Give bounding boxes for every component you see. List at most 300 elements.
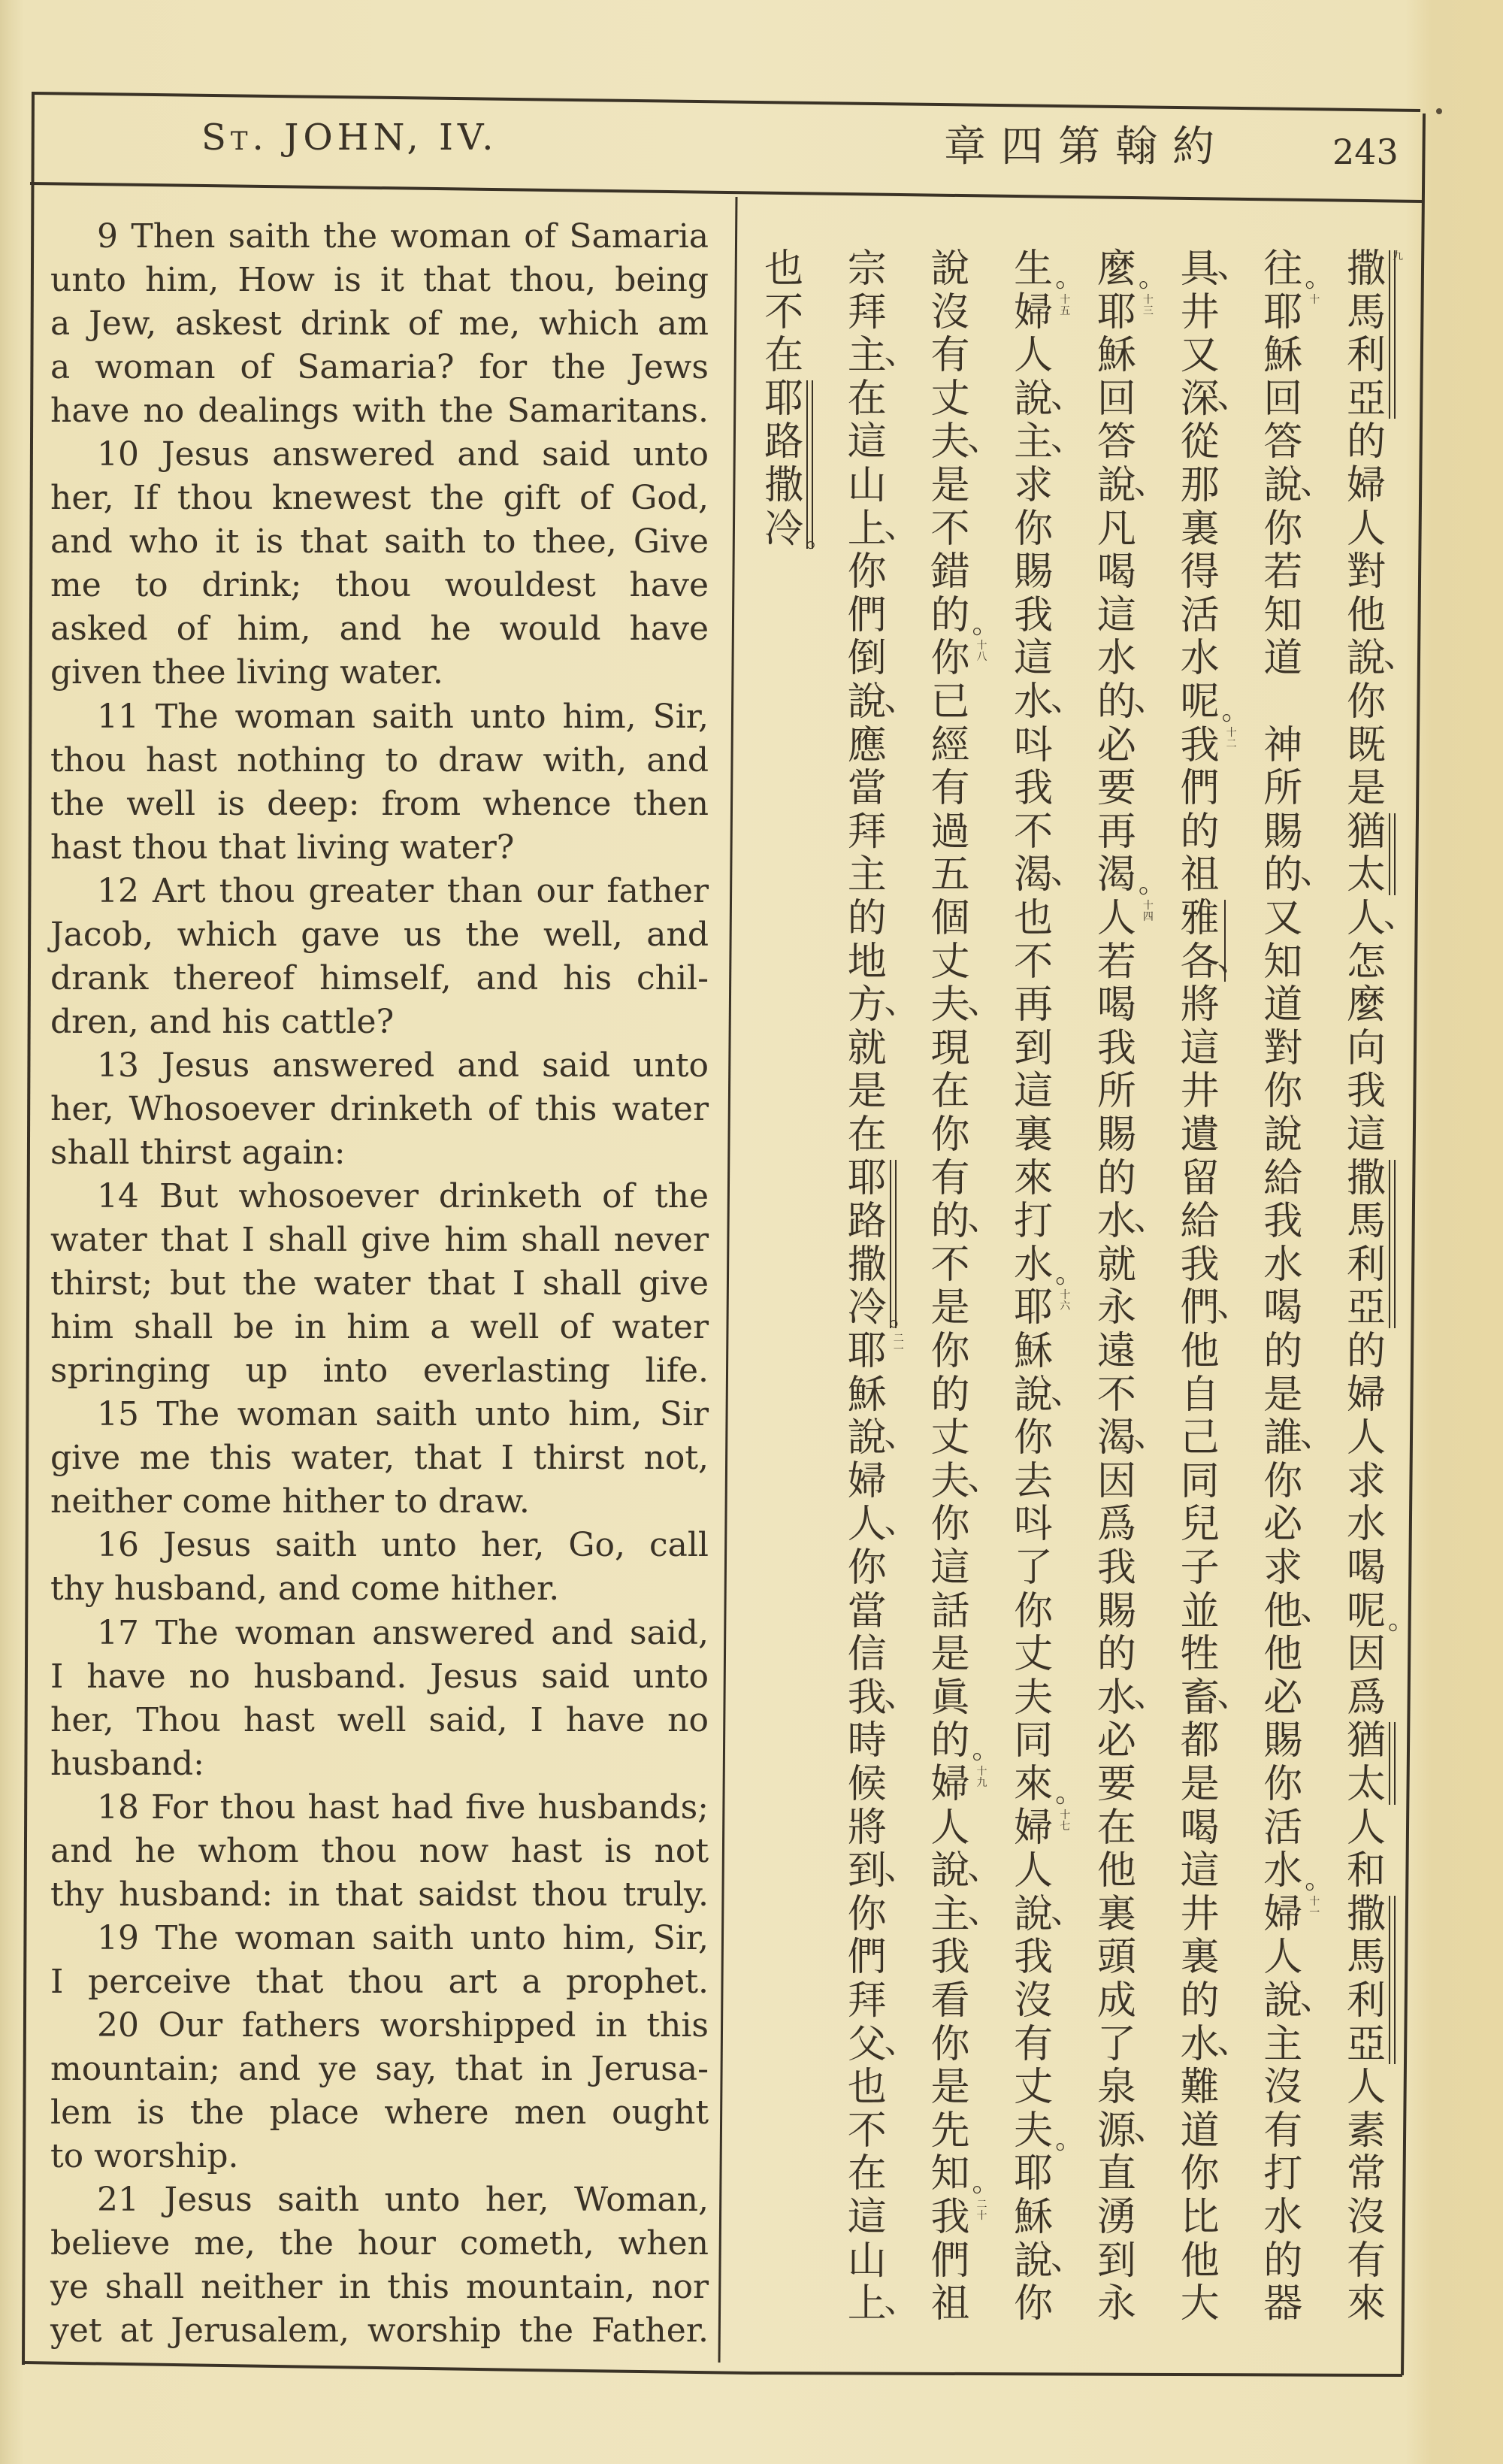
comma-mark: 、 <box>1051 680 1084 718</box>
chinese-character: 求 <box>1263 1545 1303 1591</box>
comma-mark: 、 <box>1133 680 1167 718</box>
chinese-character: 山 <box>847 463 887 508</box>
english-line: drank thereof himself, and his chil- <box>50 958 709 997</box>
verse-numeral: 十 <box>1226 726 1237 739</box>
chinese-character: 頭 <box>1096 1935 1136 1981</box>
english-line: unto him, How is it that thou, being <box>50 261 709 300</box>
chinese-character: 既 <box>1346 722 1386 768</box>
verse-number-glyphs <box>894 1333 904 1356</box>
english-line: have no dealings with the Samaritans. <box>50 392 709 431</box>
running-head-english: St. JOHN, IV. <box>201 117 498 159</box>
comma-mark: 、 <box>1384 636 1417 675</box>
verse-numeral: 一 <box>893 1344 904 1356</box>
chinese-character: 不 <box>1096 1372 1136 1418</box>
english-line: asked of him, and he would have <box>50 610 709 649</box>
chinese-character: 這 <box>847 2195 887 2240</box>
chinese-character: 就 <box>847 1025 887 1071</box>
chinese-character: 方 <box>847 982 887 1028</box>
chinese-character: 麼 <box>1096 247 1136 292</box>
verse-first-line: 16 Jesus saith unto her, Go, call <box>97 1526 709 1565</box>
verse-number-glyphs <box>1143 901 1154 923</box>
english-line: him shall be in him a well of water <box>50 1308 709 1347</box>
chinese-character: 往 <box>1263 247 1303 292</box>
verse-number-glyphs <box>1060 1810 1070 1833</box>
english-line: thou hast nothing to draw with, and <box>50 740 709 779</box>
chinese-character: 撒 <box>1346 247 1386 292</box>
chinese-character: 我 <box>1014 592 1054 638</box>
chinese-character: 渴 <box>1096 852 1136 898</box>
chinese-character: 冷 <box>847 1285 887 1331</box>
period-mark: 。 <box>1138 868 1166 900</box>
chinese-column <box>1178 247 1250 2327</box>
chinese-character: 同 <box>1014 1718 1054 1764</box>
english-line: springing up into everlasting life. <box>50 1352 709 1391</box>
chinese-character: 撒 <box>1346 1155 1386 1201</box>
chinese-character: 牲 <box>1180 1632 1220 1678</box>
chinese-character: 必 <box>1096 722 1136 768</box>
chinese-character: 說 <box>1263 463 1303 508</box>
chinese-character: 地 <box>847 939 887 985</box>
chinese-character: 撒 <box>764 463 804 508</box>
chinese-character: 人 <box>1346 506 1386 552</box>
chinese-character: 呢 <box>1346 1588 1386 1634</box>
chinese-character: 也 <box>847 2065 887 2111</box>
chinese-character: 主 <box>847 852 887 898</box>
chinese-character: 應 <box>847 722 887 768</box>
comma-mark: 、 <box>1051 852 1084 891</box>
english-line: yet at Jerusalem, worship the Father. <box>50 2311 709 2350</box>
chinese-character: 水 <box>1263 2195 1303 2240</box>
chinese-character: 有 <box>930 766 970 812</box>
chinese-character: 眞 <box>930 1675 970 1721</box>
comma-mark: 、 <box>1300 1978 1334 2017</box>
verse-numeral: 三 <box>1142 304 1154 317</box>
chinese-character: 猶 <box>1346 1718 1386 1764</box>
chinese-character: 怎 <box>1346 939 1386 985</box>
chinese-character: 人 <box>1346 2065 1386 2111</box>
chinese-character: 夫 <box>1014 1675 1054 1721</box>
comma-mark: 、 <box>1051 419 1084 459</box>
chinese-character: 人 <box>1014 1848 1054 1894</box>
chinese-character: 撒 <box>1346 1891 1386 1937</box>
chinese-character: 大 <box>1180 2281 1220 2327</box>
chinese-character: 喝 <box>1096 982 1136 1028</box>
comma-mark: 、 <box>1300 463 1334 501</box>
chinese-character: 水 <box>1014 680 1054 725</box>
period-mark: 。 <box>972 608 999 640</box>
chinese-character: 來 <box>1014 1762 1054 1807</box>
chinese-character: 是 <box>930 1285 970 1331</box>
comma-mark: 、 <box>1217 1285 1250 1324</box>
place-name-double-line <box>1389 250 1396 419</box>
chinese-character: 沒 <box>1014 1978 1054 2024</box>
chinese-character: 說 <box>1263 1112 1303 1158</box>
chinese-character: 你 <box>1014 506 1054 552</box>
english-line: Jacob, which gave us the well, and <box>50 915 709 954</box>
chinese-column <box>762 247 833 2326</box>
chinese-character: 耶 <box>847 1329 887 1374</box>
chinese-character: 說 <box>930 247 970 292</box>
chinese-character: 當 <box>847 766 887 812</box>
chinese-character: 的 <box>930 1199 970 1245</box>
chinese-character: 你 <box>1180 2151 1220 2197</box>
chinese-character: 的 <box>847 896 887 941</box>
chinese-character: 婦 <box>1346 1372 1386 1418</box>
comma-mark: 、 <box>967 1891 1001 1930</box>
chinese-character: 我 <box>1346 1069 1386 1115</box>
chinese-character: 你 <box>1014 1415 1054 1461</box>
chinese-character: 的 <box>1346 419 1386 465</box>
chinese-character: 拜 <box>847 289 887 335</box>
chinese-character: 說 <box>1014 376 1054 422</box>
chinese-character: 水 <box>1346 1502 1386 1548</box>
chinese-character: 他 <box>1096 1848 1136 1894</box>
english-line: to worship. <box>50 2137 239 2176</box>
chinese-character: 們 <box>930 2238 970 2284</box>
chinese-character: 裏 <box>1096 1891 1136 1937</box>
chinese-character: 給 <box>1180 1199 1220 1245</box>
english-line: and who it is that saith to thee, Give <box>50 522 709 562</box>
english-line: thirst; but the water that I shall give <box>50 1264 709 1303</box>
chinese-character: 就 <box>1096 1242 1136 1288</box>
verse-number-glyphs <box>977 640 987 663</box>
english-line: hast thou that living water? <box>50 828 515 867</box>
comma-mark: 、 <box>1300 1588 1334 1627</box>
english-line: and he whom thou now hast is not <box>50 1831 709 1870</box>
period-mark: 。 <box>888 1301 916 1333</box>
english-line: believe me, the hour cometh, when <box>50 2224 709 2263</box>
chinese-character: 時 <box>847 1718 887 1764</box>
chinese-character: 求 <box>1014 463 1054 508</box>
chinese-character: 從 <box>1180 419 1220 465</box>
chinese-character: 他 <box>1180 1329 1220 1374</box>
chinese-character: 到 <box>1096 2238 1136 2284</box>
chinese-character: 你 <box>1263 1762 1303 1807</box>
english-line: neither come hither to draw. <box>50 1482 530 1521</box>
chinese-character: 說 <box>847 680 887 725</box>
chinese-character: 那 <box>1180 463 1220 508</box>
chinese-character: 喝 <box>1180 1805 1220 1851</box>
chinese-character: 是 <box>930 463 970 508</box>
english-line: I have no husband. Jesus said unto <box>50 1657 709 1696</box>
chinese-column <box>1344 247 1417 2327</box>
chinese-character: 的 <box>1263 2238 1303 2284</box>
chinese-character: 利 <box>1346 1978 1386 2024</box>
chinese-character: 冷 <box>764 506 804 552</box>
chinese-character: 不 <box>1014 939 1054 985</box>
chinese-character: 你 <box>1346 680 1386 725</box>
verse-numeral: 二 <box>893 1333 904 1345</box>
chinese-character: 主 <box>847 333 887 379</box>
chinese-character: 說 <box>1014 1891 1054 1937</box>
chinese-character: 水 <box>1180 2021 1220 2067</box>
comma-mark: 、 <box>884 1848 918 1887</box>
chinese-column <box>929 247 1001 2327</box>
chinese-character: 有 <box>1346 2238 1386 2284</box>
chinese-character: 不 <box>930 1242 970 1288</box>
comma-mark: 、 <box>884 1675 918 1714</box>
chinese-character: 這 <box>1014 636 1054 682</box>
comma-mark: 、 <box>1217 939 1250 978</box>
chinese-character: 活 <box>1180 592 1220 638</box>
chinese-character: 我 <box>930 1935 970 1981</box>
comma-mark: 、 <box>1133 1199 1167 1238</box>
chinese-character: 的 <box>930 592 970 638</box>
chinese-character: 知 <box>1263 592 1303 638</box>
chinese-character: 穌 <box>1014 2195 1054 2240</box>
chinese-character: 我 <box>847 1675 887 1721</box>
chinese-character: 兒 <box>1180 1502 1220 1548</box>
chinese-character: 們 <box>1180 766 1220 812</box>
chinese-character: 耶 <box>1014 2151 1054 2197</box>
verse-numeral: 十 <box>1309 293 1320 306</box>
chinese-character: 的 <box>1180 809 1220 855</box>
chinese-column <box>1261 247 1334 2327</box>
chinese-character: 呌 <box>1014 1502 1054 1548</box>
verse-numeral: 十 <box>976 1766 987 1778</box>
chinese-character: 說 <box>930 1848 970 1894</box>
comma-mark: 、 <box>1217 2021 1250 2060</box>
chinese-character: 了 <box>1096 2021 1136 2067</box>
verse-first-line: 17 The woman answered and said, <box>97 1613 709 1652</box>
chinese-character: 是 <box>1180 1762 1220 1807</box>
chinese-character: 在 <box>930 1069 970 1115</box>
chinese-character: 賜 <box>1014 549 1054 595</box>
chinese-character: 他 <box>1180 2238 1220 2284</box>
chinese-character: 太 <box>1346 1762 1386 1807</box>
chinese-character: 婦 <box>847 1458 887 1504</box>
chinese-character: 井 <box>1180 1069 1220 1115</box>
chinese-character: 己 <box>1180 1415 1220 1461</box>
chinese-character: 要 <box>1096 1762 1136 1807</box>
chinese-character: 不 <box>1014 809 1054 855</box>
chinese-character: 拜 <box>847 809 887 855</box>
verse-numeral: 四 <box>1142 911 1154 923</box>
chinese-character: 的 <box>930 1372 970 1418</box>
chinese-character: 們 <box>847 592 887 638</box>
chinese-character: 的 <box>930 1718 970 1764</box>
comma-mark: 、 <box>1217 247 1250 285</box>
chinese-character: 有 <box>930 1155 970 1201</box>
chinese-character: 你 <box>930 1112 970 1158</box>
chinese-character: 裏 <box>1180 1935 1220 1981</box>
chinese-character: 得 <box>1180 549 1220 595</box>
chinese-character: 我 <box>1180 722 1220 768</box>
chinese-character: 馬 <box>1346 1935 1386 1981</box>
place-name-double-line <box>1389 1896 1396 2064</box>
chinese-character: 利 <box>1346 333 1386 379</box>
chinese-character: 到 <box>847 1848 887 1894</box>
chinese-column <box>1095 247 1167 2327</box>
comma-mark: 、 <box>884 506 918 545</box>
comma-mark: 、 <box>884 333 918 372</box>
chinese-character: 婦 <box>1014 289 1054 335</box>
chinese-character: 你 <box>930 636 970 682</box>
chinese-character: 源 <box>1096 2108 1136 2154</box>
chinese-character: 這 <box>1014 1069 1054 1115</box>
place-name-double-line <box>1389 1722 1396 1804</box>
comma-mark: 、 <box>967 1199 1001 1238</box>
chinese-character: 井 <box>1180 1891 1220 1937</box>
place-name-double-line <box>1389 1160 1396 1328</box>
english-line: the well is deep: from whence then <box>50 784 709 823</box>
chinese-character: 凡 <box>1096 506 1136 552</box>
chinese-character: 爲 <box>1096 1502 1136 1548</box>
chinese-character: 喝 <box>1263 1285 1303 1331</box>
verse-numeral: 十 <box>1060 1289 1071 1302</box>
chinese-character: 宗 <box>847 247 887 292</box>
chinese-character: 因 <box>1096 1458 1136 1504</box>
chinese-character: 同 <box>1180 1458 1220 1504</box>
chinese-character: 倒 <box>847 636 887 682</box>
chinese-character: 們 <box>1180 1285 1220 1331</box>
chinese-character: 道 <box>1263 636 1303 682</box>
chinese-character: 直 <box>1096 2151 1136 2197</box>
chinese-character: 你 <box>847 549 887 595</box>
chinese-character: 夫 <box>930 982 970 1028</box>
chinese-character: 求 <box>1346 1458 1386 1504</box>
chinese-character: 說 <box>1096 463 1136 508</box>
comma-mark: 、 <box>967 982 1001 1022</box>
verse-numeral: 七 <box>1060 1820 1071 1833</box>
chinese-character: 賜 <box>1263 1718 1303 1764</box>
chinese-character: 耶 <box>764 376 804 422</box>
chinese-character: 個 <box>930 896 970 941</box>
chinese-character: 父 <box>847 2021 887 2067</box>
chinese-character: 答 <box>1263 419 1303 465</box>
chinese-character: 又 <box>1180 333 1220 379</box>
chinese-character: 必 <box>1263 1675 1303 1721</box>
chinese-character: 若 <box>1096 939 1136 985</box>
chinese-character: 回 <box>1096 376 1136 422</box>
chinese-character: 在 <box>847 2151 887 2197</box>
chinese-character: 打 <box>1263 2151 1303 2197</box>
chinese-character: 人 <box>1014 333 1054 379</box>
chinese-character: 穌 <box>1096 333 1136 379</box>
chinese-character: 馬 <box>1346 289 1386 335</box>
verse-first-line: 20 Our fathers worshipped in this <box>97 2005 709 2045</box>
chinese-character: 在 <box>847 1112 887 1158</box>
period-mark: 。 <box>972 1734 999 1766</box>
comma-mark: 、 <box>1051 1891 1084 1930</box>
verse-first-line: 21 Jesus saith unto her, Woman, <box>97 2181 709 2220</box>
chinese-character: 亞 <box>1346 376 1386 422</box>
chinese-character: 呌 <box>1014 722 1054 768</box>
verse-first-line: 18 For thou hast had five husbands; <box>97 1787 709 1827</box>
english-line: her, If thou knewest the gift of God, <box>50 479 709 518</box>
chinese-character: 利 <box>1346 1242 1386 1288</box>
verse-first-line: 10 Jesus answered and said unto <box>97 435 709 474</box>
chinese-character: 活 <box>1263 1805 1303 1851</box>
chinese-character: 到 <box>1014 1025 1054 1071</box>
english-line: give me this water, that I thirst not, <box>50 1439 709 1478</box>
chinese-character: 主 <box>1014 419 1054 465</box>
chinese-character: 說 <box>1014 2238 1054 2284</box>
verse-numeral: 十 <box>1142 293 1154 306</box>
chinese-character: 是 <box>930 2065 970 2111</box>
comma-mark: 、 <box>884 1502 918 1541</box>
chinese-character: 我 <box>1014 1935 1054 1981</box>
chinese-character: 水 <box>1263 1848 1303 1894</box>
chinese-character: 具 <box>1180 247 1220 292</box>
chinese-character: 有 <box>1014 2021 1054 2067</box>
chinese-character: 都 <box>1180 1718 1220 1764</box>
chinese-character: 的 <box>1096 1632 1136 1678</box>
chinese-character: 生 <box>1014 247 1054 292</box>
chinese-character: 馬 <box>1346 1199 1386 1245</box>
chinese-character: 他 <box>1346 592 1386 638</box>
chinese-character: 你 <box>930 1329 970 1374</box>
chinese-column <box>845 247 918 2327</box>
verse-number-glyphs <box>1060 1290 1070 1312</box>
chinese-character: 成 <box>1096 1978 1136 2024</box>
chinese-character <box>1261 681 1305 725</box>
chinese-character: 這 <box>1180 1848 1220 1894</box>
chinese-character: 賜 <box>1096 1588 1136 1634</box>
chinese-character: 喝 <box>1096 549 1136 595</box>
chinese-character: 候 <box>847 1762 887 1807</box>
chinese-character: 丈 <box>930 376 970 422</box>
english-line: me to drink; thou wouldest have <box>50 566 709 605</box>
chinese-character: 人 <box>1346 896 1386 941</box>
chinese-character: 這 <box>847 419 887 465</box>
chinese-character: 子 <box>1180 1545 1220 1591</box>
chinese-character: 穌 <box>1014 1329 1054 1374</box>
chinese-character: 的 <box>1263 1329 1303 1374</box>
chinese-character: 上 <box>847 506 887 552</box>
chinese-character: 丈 <box>1014 2065 1054 2111</box>
chinese-character: 錯 <box>930 549 970 595</box>
chinese-character: 的 <box>1263 852 1303 898</box>
chinese-character: 再 <box>1014 982 1054 1028</box>
chinese-character: 現 <box>930 1025 970 1071</box>
chinese-character: 畜 <box>1180 1675 1220 1721</box>
chinese-character: 器 <box>1263 2281 1303 2327</box>
chinese-character: 我 <box>1014 766 1054 812</box>
chinese-character: 是 <box>930 1632 970 1678</box>
comma-mark: 、 <box>1133 2108 1167 2147</box>
chinese-character: 賜 <box>1263 809 1303 855</box>
english-line: ye shall neither in this mountain, nor <box>50 2268 709 2307</box>
english-line: water that I shall give him shall never <box>50 1221 709 1260</box>
chinese-character: 耶 <box>1263 289 1303 335</box>
chinese-character: 給 <box>1263 1155 1303 1201</box>
chinese-character: 永 <box>1096 2281 1136 2327</box>
verse-first-line: 15 The woman saith unto him, Sir <box>97 1395 709 1434</box>
chinese-character: 你 <box>1263 1458 1303 1504</box>
chinese-character: 打 <box>1014 1199 1054 1245</box>
chinese-character: 的 <box>1180 1978 1220 2024</box>
chinese-character: 又 <box>1263 896 1303 941</box>
chinese-character: 自 <box>1180 1372 1220 1418</box>
chinese-character: 向 <box>1346 1025 1386 1071</box>
chinese-character: 是 <box>847 1069 887 1115</box>
chinese-character: 呢 <box>1180 680 1220 725</box>
chinese-character: 話 <box>930 1588 970 1634</box>
verse-number-glyphs <box>1226 728 1237 750</box>
verse-numeral: 二 <box>976 2199 987 2211</box>
chinese-character: 有 <box>1263 2108 1303 2154</box>
chinese-character: 在 <box>847 376 887 422</box>
verse-numeral: 十 <box>1309 1895 1320 1908</box>
period-mark: 。 <box>972 2167 999 2199</box>
chinese-character: 五 <box>930 852 970 898</box>
comma-mark: 、 <box>884 1415 918 1454</box>
chinese-character: 水 <box>1096 1675 1136 1721</box>
chinese-character: 太 <box>1346 852 1386 898</box>
english-line: her, Whosoever drinketh of this water <box>50 1089 709 1128</box>
comma-mark: 、 <box>1133 463 1167 501</box>
